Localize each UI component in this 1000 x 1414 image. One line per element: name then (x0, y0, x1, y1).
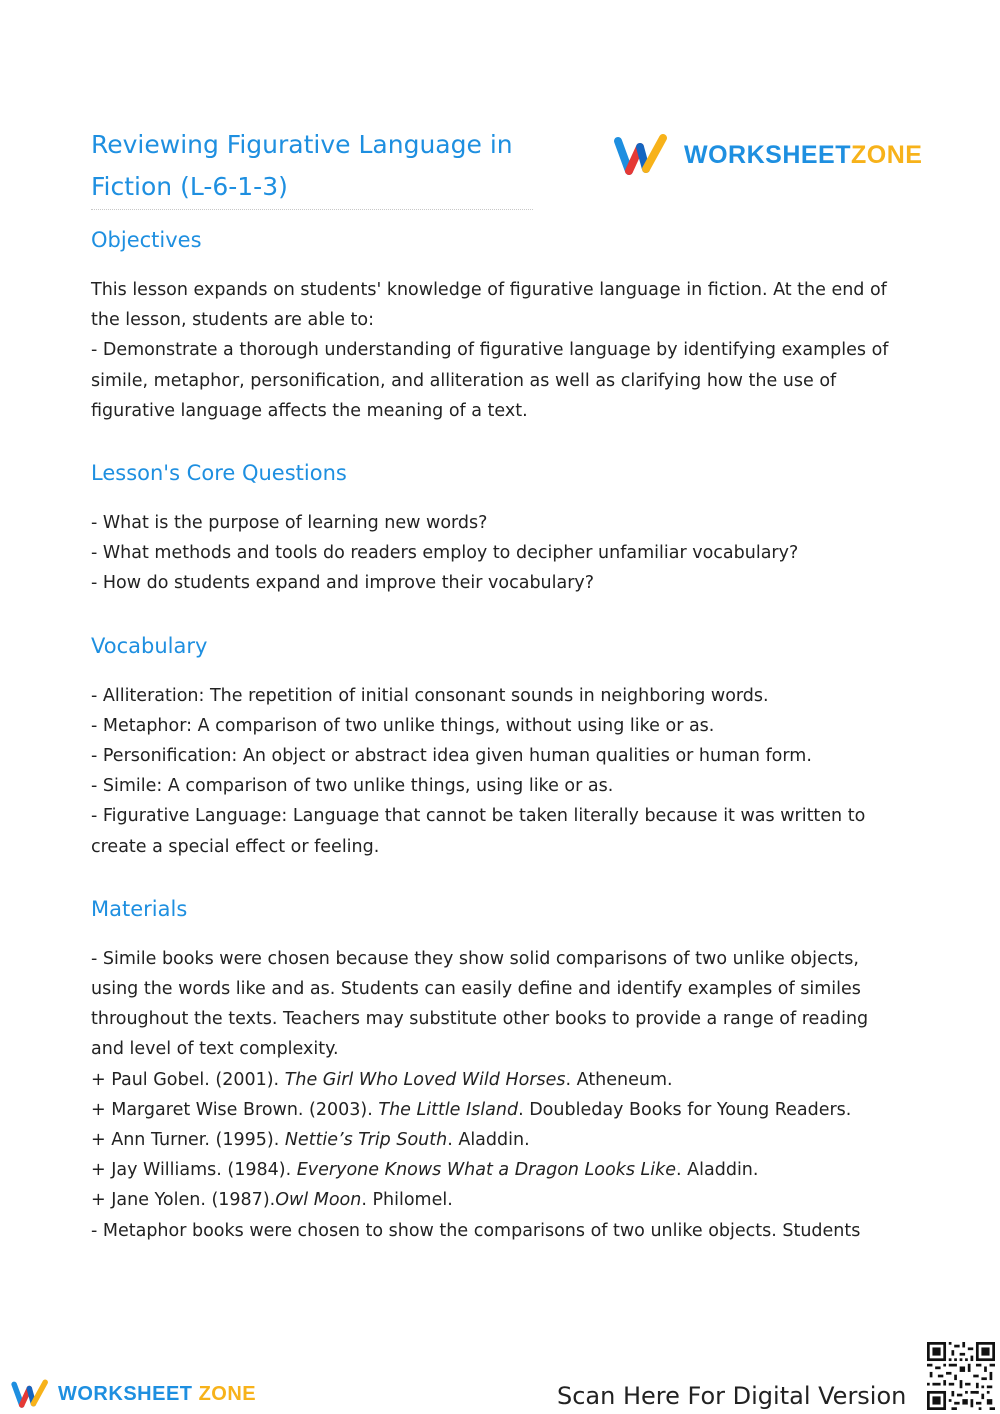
brand-wordmark: WORKSHEETZONE (684, 140, 923, 169)
vocabulary-section (91, 628, 921, 862)
book-citation: + Jane Yolen. (1987).Owl Moon. Philomel. (91, 1190, 453, 1211)
book-citation: + Jay Williams. (1984). Everyone Knows What a Dragon Looks Like. Aladdin. (91, 1160, 759, 1181)
text-line: the lesson, students are able to: (91, 310, 374, 331)
book-title: The Little Island (378, 1099, 519, 1120)
worksheet-content (91, 222, 921, 1246)
text-line: - Demonstrate a thorough understanding of figurative language by identifying examples of (91, 340, 889, 361)
text-line: - Metaphor: A comparison of two unlike things, without using like or as. (91, 715, 715, 736)
brand-wordmark: WORKSHEET ZONE (58, 1382, 257, 1405)
text-line: figurative language affects the meaning of a text. (91, 400, 528, 421)
book-citation: + Paul Gobel. (2001). The Girl Who Loved Wild Horses. Atheneum. (91, 1069, 673, 1090)
footer-logo (10, 1376, 256, 1412)
text-line: - Personification: An object or abstract idea given human qualities or human form. (91, 746, 812, 767)
text-line: simile, metaphor, personification, and alliteration as well as clarifying how the use of (91, 370, 837, 391)
text-line: using the words like and as. Students can easily define and identify examples of similes (91, 979, 861, 1000)
book-title: Everyone Knows What a Dragon Looks Like (296, 1160, 677, 1181)
book-citation: + Ann Turner. (1995). Nettie’s Trip South. Aladdin. (91, 1130, 530, 1151)
worksheetzone-w-icon (10, 1378, 50, 1410)
text-line: throughout the texts. Teachers may substitute other books to provide a range of reading (91, 1009, 869, 1030)
book-title: The Girl Who Loved Wild Horses (284, 1069, 566, 1090)
section-body (91, 944, 921, 1246)
section-heading: Vocabulary (91, 633, 208, 658)
section-body (91, 275, 921, 426)
qr-code-icon[interactable] (927, 1342, 995, 1410)
core-questions-section (91, 455, 921, 599)
worksheetzone-w-icon (612, 133, 670, 177)
section-heading: Lesson's Core Questions (91, 461, 347, 486)
text-line: create a special effect or feeling. (91, 836, 380, 857)
text-line: - Simile books were chosen because they show solid comparisons of two unlike objects, (91, 948, 859, 969)
section-body (91, 508, 921, 599)
materials-section (91, 891, 921, 1246)
text-line: - How do students expand and improve their vocabulary? (91, 573, 595, 594)
title-line-1: Reviewing Figurative Language in (91, 130, 513, 159)
text-line: and level of text complexity. (91, 1039, 339, 1060)
title-divider (91, 209, 533, 210)
text-line: - What is the purpose of learning new words? (91, 513, 488, 534)
text-line: - Metaphor books were chosen to show the comparisons of two unlike objects. Students (91, 1220, 861, 1241)
text-line: - Figurative Language: Language that cannot be taken literally because it was written to (91, 806, 866, 827)
text-line: This lesson expands on students' knowledge of figurative language in fiction. At the end of (91, 280, 887, 300)
page-title (91, 124, 533, 208)
section-body (91, 681, 921, 862)
book-citation: + Margaret Wise Brown. (2003). The Little Island. Doubleday Books for Young Readers. (91, 1099, 852, 1120)
worksheetzone-logo (612, 133, 922, 177)
text-line: - Simile: A comparison of two unlike things, using like or as. (91, 776, 614, 797)
text-line: - What methods and tools do readers employ to decipher unfamiliar vocabulary? (91, 543, 799, 564)
section-heading: Objectives (91, 228, 202, 252)
book-title: Nettie’s Trip South (284, 1130, 448, 1151)
title-line-2: Fiction (L-6-1-3) (91, 172, 288, 201)
section-heading: Materials (91, 896, 188, 921)
book-title: Owl Moon (275, 1190, 362, 1211)
scan-instruction: Scan Here For Digital Version (557, 1382, 907, 1410)
objectives-section (91, 222, 921, 426)
text-line: - Alliteration: The repetition of initial consonant sounds in neighboring words. (91, 685, 769, 706)
